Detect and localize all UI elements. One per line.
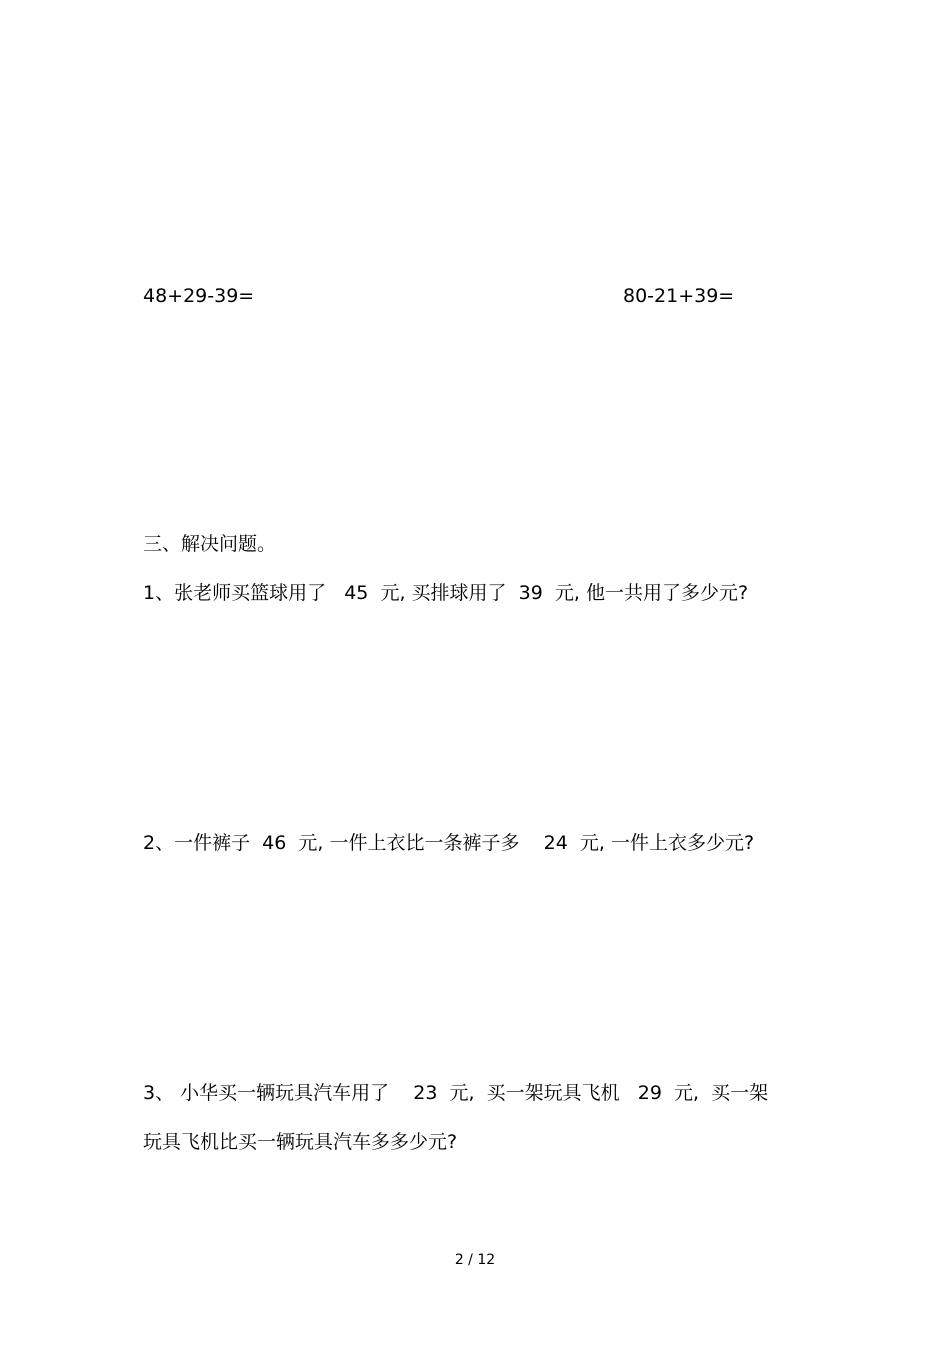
equation-left: 48+29-39= bbox=[143, 285, 255, 307]
question-3-line-2: 玩具飞机比买一辆玩具汽车多多少元? bbox=[143, 1131, 458, 1153]
question-2: 2、一件裤子 46 元, 一件上衣比一条裤子多 24 元, 一件上衣多少元? bbox=[143, 832, 755, 854]
section-title: 三、解决问题。 bbox=[143, 533, 277, 555]
equation-right: 80-21+39= bbox=[623, 285, 735, 307]
question-1: 1、张老师买篮球用了 45 元, 买排球用了 39 元, 他一共用了多少元? bbox=[143, 582, 749, 604]
question-3-line-1: 3、 小华买一辆玩具汽车用了 23 元, 买一架玩具飞机 29 元, 买一架 bbox=[143, 1082, 769, 1104]
page-number: 2 / 12 bbox=[454, 1252, 496, 1268]
